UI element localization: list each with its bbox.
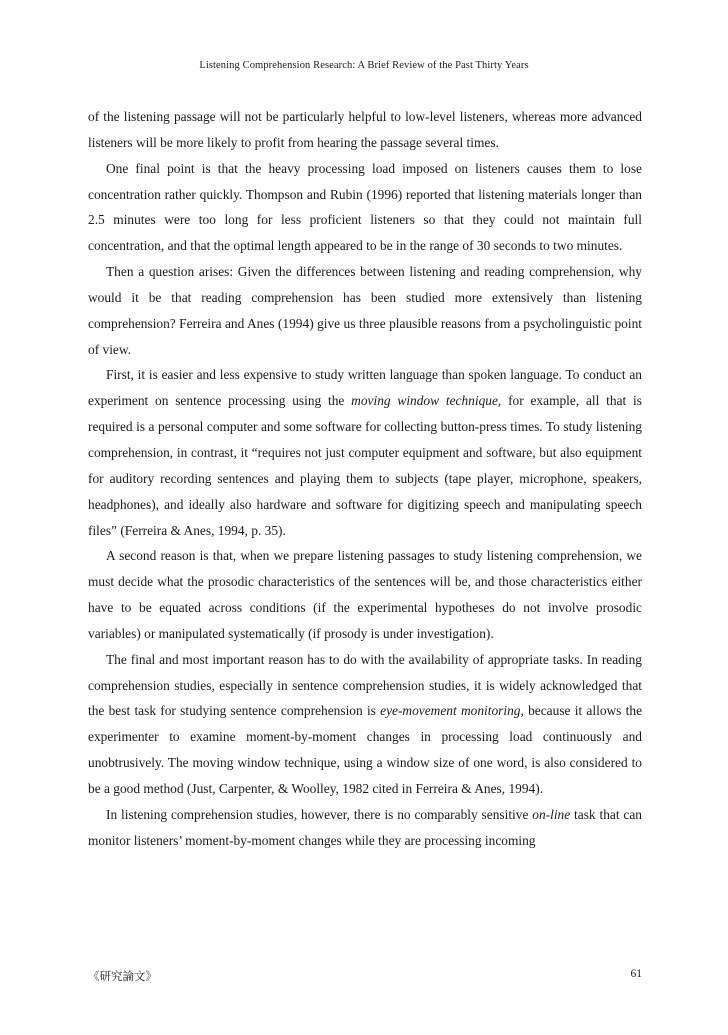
- text-segment: , because it allows the experimenter to examine moment-by-moment changes in processing load continuously and unobtrusively. The moving window technique, using a window size of one word, is also considered to be a good method (Just, Carpenter, & Woolley, 1982 cited in Ferreira & Anes, 1994).: [88, 703, 643, 796]
- text-segment: One final point is that the heavy processing load imposed on listeners causes them to lose concentration rather quickly. Thompson and Rubin (1996) reported that listening materials longer than 2.5 minutes were too long for less proficient listeners so that they could not maintain full concentration, and that the optimal length appeared to be in the range of 30 seconds to two minutes.: [88, 160, 642, 254]
- text-segment: In listening comprehension studies, however, there is no comparably sensitive: [106, 806, 533, 822]
- italic-term: eye-movement monitoring: [380, 703, 521, 719]
- page-number: 61: [630, 968, 642, 980]
- text-segment: Then a question arises: Given the differences between listening and reading comprehension, why would it be that reading comprehension has been studied more extensively than listening comprehension? Ferreira and Anes (1994) give us three plausible reasons from a psycholinguistic point of view.: [88, 264, 642, 357]
- paragraph: [88, 802, 642, 854]
- text-segment: A second reason is that, when we prepare listening passages to study listening comprehension, we must decide what the prosodic characteristics of the sentences will be, and those characteristics either have to be equated across conditions (if the experimental hypotheses do not involve prosodic variables) or manipulated systematically (if prosody is under investigation).: [88, 548, 642, 641]
- text-segment: of the listening passage will not be particularly helpful to low-level listeners, whereas more advanced listeners will be more likely to profit from hearing the passage several times.: [88, 109, 642, 150]
- italic-term: moving window technique: [351, 393, 498, 409]
- italic-term: on-line: [532, 806, 571, 822]
- paragraph: [88, 104, 642, 156]
- text-segment: First, it is easier and less expensive to study written language than spoken language. To conduct an experiment on sentence processing using the: [88, 367, 642, 409]
- text-segment: , for example, all that is required is a personal computer and some software for collecting button-press times. To study listening comprehension, in contrast, it “requires not just computer equipment and software, but also equipment for auditory recording sentences and playing them to subjects (tape player, microphone, speakers, headphones), and ideally also hardware and software for digitizing speech and manipulating speech files” (Ferreira & Anes, 1994, p. 35).: [88, 393, 642, 538]
- text-segment: The final and most important reason has to do with the availability of appropriate tasks. In reading comprehension studies, especially in sentence comprehension studies, it is widely acknowledged that the best task for studying sentence comprehension is: [88, 651, 642, 719]
- paragraph: [88, 362, 642, 543]
- body-text: [88, 104, 642, 853]
- paragraph: [88, 647, 642, 802]
- journal-label: 《研究論文》: [88, 971, 157, 983]
- text-segment: task that can monitor listeners’ moment-by-moment changes while they are processing incoming: [88, 806, 643, 848]
- running-header: Listening Comprehension Research: A Brief Review of the Past Thirty Years: [199, 60, 529, 71]
- paragraph: [88, 543, 642, 646]
- paragraph: [88, 259, 642, 362]
- paragraph: [88, 156, 642, 259]
